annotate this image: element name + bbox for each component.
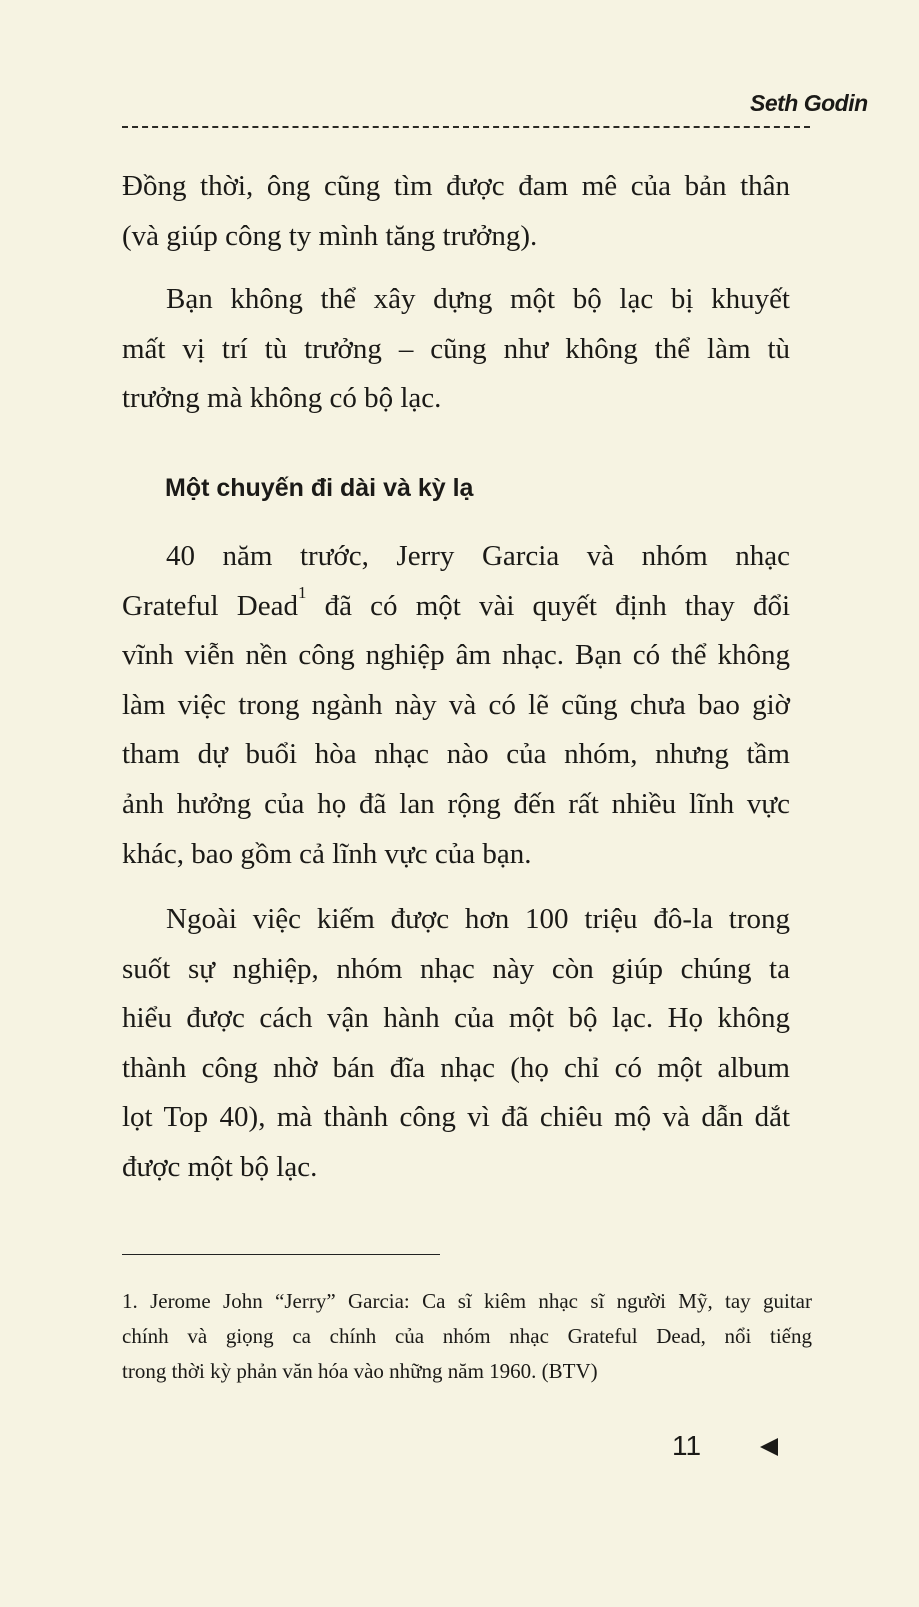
footnote-line: trong thời kỳ phản văn hóa vào những năm 1960. (BTV) (122, 1359, 598, 1383)
triangle-left-icon (760, 1438, 778, 1456)
footnote-rule (122, 1254, 440, 1255)
text-line: mất vị trí tù trưởng – cũng như không thể làm tù (122, 332, 790, 365)
text-line: 40 năm trước, Jerry Garcia và nhóm nhạc (166, 540, 790, 572)
footnote (122, 1284, 812, 1389)
text-fragment: đã có một vài quyết định thay đổi (324, 589, 791, 622)
paragraph-1 (122, 162, 790, 261)
text-line: tham dự buổi hòa nhạc nào của nhóm, nhưng tầm (122, 738, 790, 771)
header-divider (122, 126, 810, 128)
text-line: trưởng mà không có bộ lạc. (122, 382, 442, 415)
paragraph-3 (122, 532, 790, 879)
text-line (122, 582, 790, 632)
section-heading: Một chuyến đi dài và kỳ lạ (165, 474, 474, 502)
running-header-author: Seth Godin (750, 90, 868, 116)
text-line: Ngoài việc kiếm được hơn 100 triệu đô-la trong (166, 903, 790, 935)
footnote-marker: 1 (297, 582, 307, 602)
text-line: khác, bao gồm cả lĩnh vực của bạn. (122, 837, 532, 870)
text-line: làm việc trong ngành này và có lẽ cũng chưa bao giờ (122, 688, 790, 721)
text-fragment: Grateful Dead (122, 589, 298, 622)
footnote-line: 1. Jerome John “Jerry” Garcia: Ca sĩ kiêm nhạc sĩ người Mỹ, tay guitar (122, 1289, 812, 1313)
text-line: vĩnh viễn nền công nghiệp âm nhạc. Bạn có thể không (122, 639, 790, 672)
text-line: (và giúp công ty mình tăng trưởng). (122, 219, 538, 252)
text-line: thành công nhờ bán đĩa nhạc (họ chỉ có một album (122, 1051, 790, 1084)
text-line: được một bộ lạc. (122, 1150, 318, 1183)
text-line: lọt Top 40), mà thành công vì đã chiêu mộ và dẫn dắt (122, 1101, 790, 1134)
paragraph-2 (122, 275, 790, 424)
text-line: Bạn không thể xây dựng một bộ lạc bị khuyết (166, 283, 790, 315)
paragraph-4 (122, 895, 790, 1193)
text-line: Đồng thời, ông cũng tìm được đam mê của bản thân (122, 170, 790, 202)
footnote-line: chính và giọng ca chính của nhóm nhạc Grateful Dead, nổi tiếng (122, 1324, 812, 1348)
page-number: 11 (672, 1430, 702, 1461)
text-line: suốt sự nghiệp, nhóm nhạc này còn giúp chúng ta (122, 952, 790, 985)
text-line: ảnh hưởng của họ đã lan rộng đến rất nhiều lĩnh vực (122, 787, 790, 820)
text-line: hiểu được cách vận hành của một bộ lạc. Họ không (122, 1002, 790, 1035)
